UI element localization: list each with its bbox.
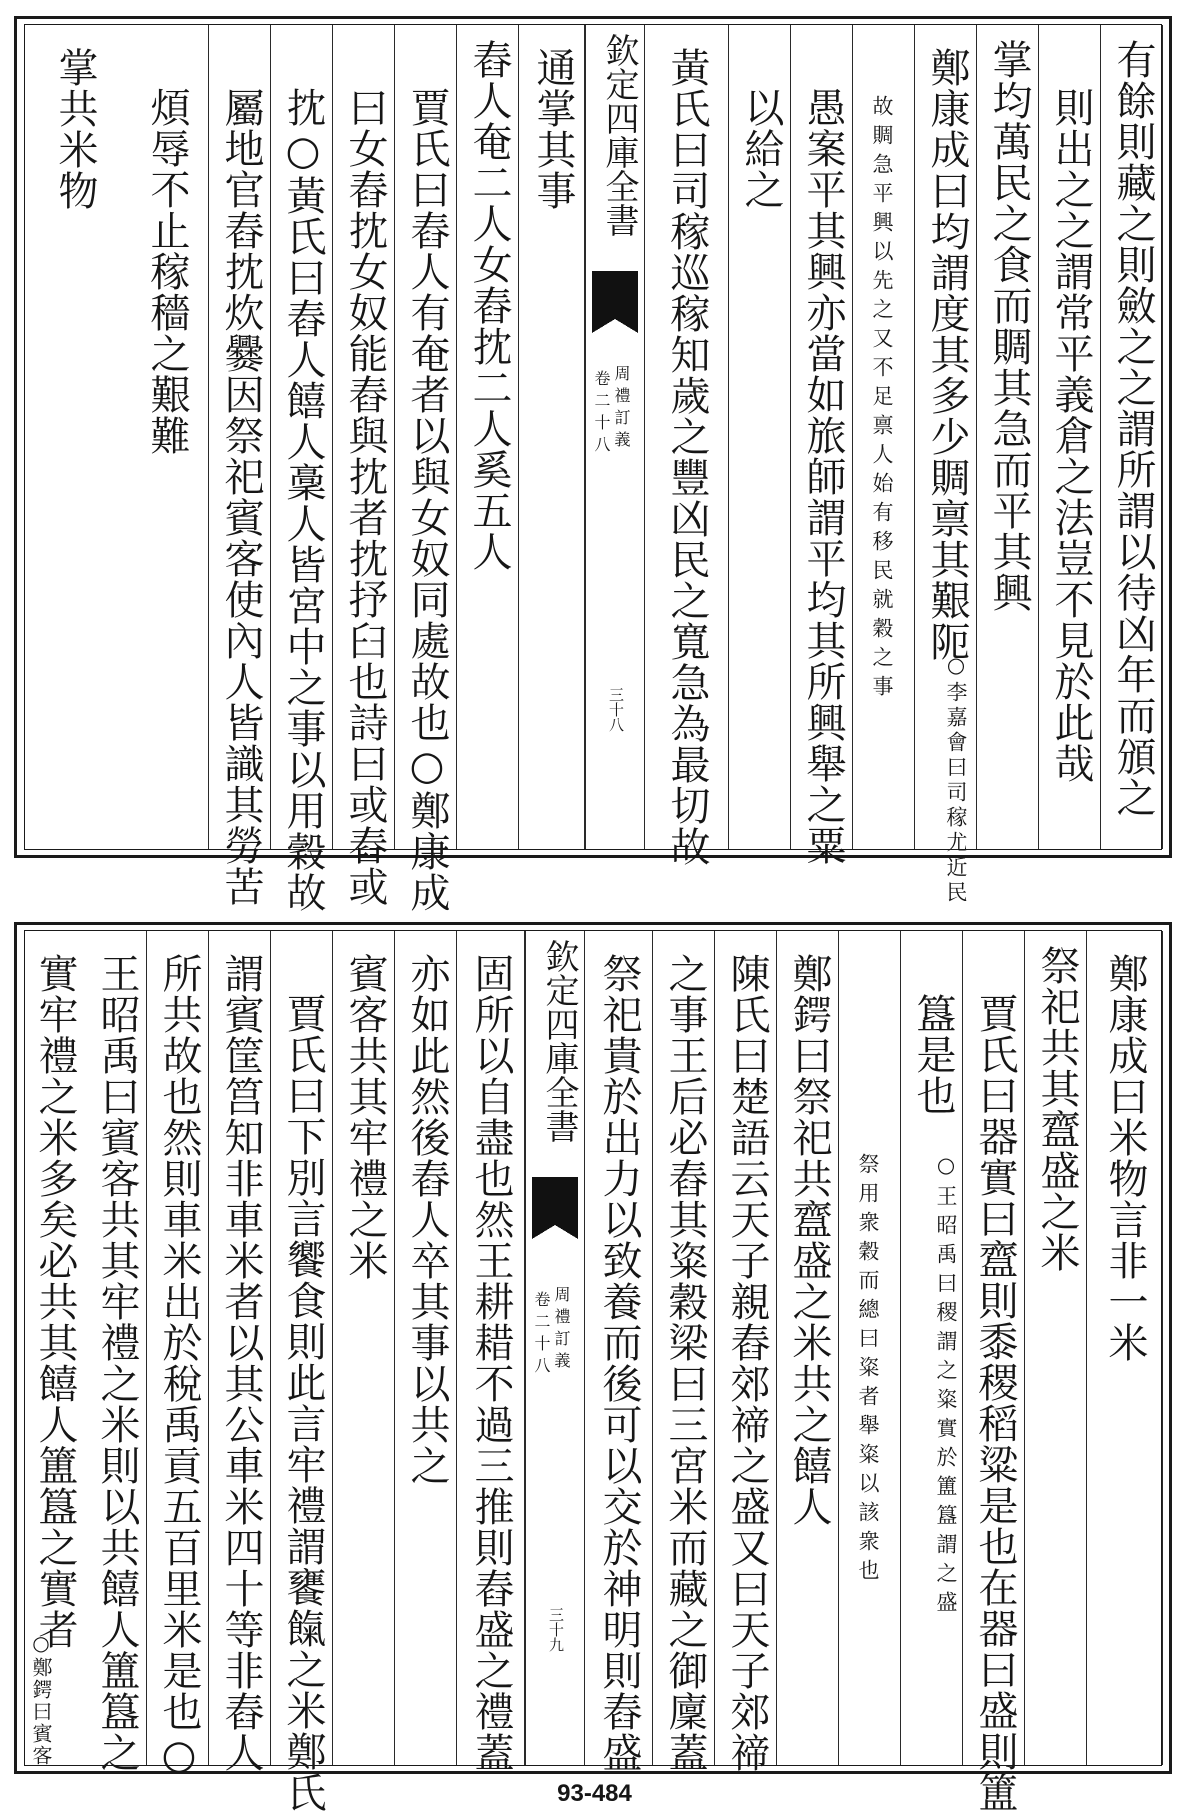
bottom-col-l7 — [85, 931, 147, 1773]
page-number: 93-484 — [557, 1780, 632, 1807]
top-col-l8-text: 掌共米物 — [52, 47, 98, 211]
bottom-col-l3-text: 賓客共其牢禮之米 — [342, 953, 388, 1281]
bottom-col-l2 — [395, 931, 457, 1765]
top-col-r5 — [853, 25, 915, 849]
top-col-l3 — [395, 25, 457, 913]
bottom-spine-fish-tail — [532, 1177, 578, 1225]
top-col-l2-text: 舂人奄二人女舂抌二人奚五人 — [466, 39, 512, 572]
bottom-col-r2 — [1025, 931, 1087, 1765]
top-col-l6-text: 屬地官舂抌炊爨因祭祀賓客使內人皆識其勞苦 — [218, 87, 264, 907]
bottom-col-l4-text: 賈氏曰下別言饗食則此言牢禮謂饔餼之米鄭氏 — [280, 993, 326, 1813]
bottom-col-l2-text: 亦如此然後舂人卒其事以共之 — [404, 953, 450, 1486]
bottom-col-l8 — [25, 931, 85, 1765]
top-col-r4-text: 鄭康成曰均謂度其多少賙禀其艱阨 — [924, 47, 970, 662]
top-col-r8 — [645, 25, 729, 867]
bottom-col-r6 — [777, 931, 839, 1765]
bottom-spine-juan: 卷二十八 — [532, 1291, 551, 1379]
bottom-col-r5 — [839, 931, 901, 1765]
bottom-col-l1-text: 固所以自盡也然王耕耤不過三推則舂盛之禮蓋 — [468, 953, 514, 1773]
bottom-col-r8 — [653, 931, 715, 1773]
top-col-l2 — [457, 25, 519, 849]
bottom-col-l5 — [209, 931, 271, 1773]
top-col-l5-text: 抌○黃氏曰舂人饎人稾人皆宮中之事以用穀故 — [280, 87, 326, 913]
bottom-col-r3-text: 賈氏曰器實曰齍則黍稷稻粱是也在器曰盛則簠 — [972, 993, 1018, 1813]
top-col-l7-text: 煩辱不止稼穡之艱難 — [144, 87, 190, 456]
bottom-col-r9 — [585, 931, 653, 1773]
top-col-l7 — [125, 25, 209, 849]
bottom-col-l4 — [271, 931, 333, 1813]
bottom-col-r4-note: ○王昭禹曰稷謂之粢實於簠簋謂之盛 — [934, 1153, 958, 1620]
top-spine-fish-tail — [592, 271, 638, 319]
bottom-col-r5-note: 祭用衆穀而總曰粢者舉粢以該衆也 — [856, 1153, 880, 1588]
top-col-l6 — [209, 25, 271, 907]
top-col-l4-text: 曰女舂抌女奴能舂與抌者抌抒臼也詩曰或舂或 — [342, 87, 388, 907]
bottom-col-r4 — [901, 931, 963, 1765]
top-col-l1 — [519, 25, 585, 849]
top-col-r8-text: 黃氏曰司稼巡稼知歲之豐凶民之寬急為最切故 — [664, 47, 710, 867]
top-spine-page: 三十八 — [607, 687, 625, 732]
bottom-col-l6-text: 所共故也然則車米出於稅禹貢五百里米是也○ — [156, 953, 202, 1779]
top-col-r2 — [1039, 25, 1101, 849]
top-col-l3-text: 賈氏曰舂人有奄者以與女奴同處故也○鄭康成 — [404, 87, 450, 913]
bottom-spine-title: 欽定四庫全書 — [539, 939, 579, 1143]
bottom-spine-page: 三十九 — [547, 1607, 565, 1652]
top-col-r7-text: 以給之 — [738, 87, 784, 210]
top-col-r6 — [791, 25, 853, 866]
bottom-col-l1 — [457, 931, 525, 1773]
top-col-l4 — [333, 25, 395, 907]
top-spine-volume: 周禮訂義 — [612, 365, 631, 453]
bottom-spine-volume: 周禮訂義 — [552, 1286, 571, 1374]
top-col-r4-note: ○李嘉會曰司稼尤近民 — [944, 653, 968, 906]
bottom-col-r7 — [715, 931, 777, 1773]
bottom-col-l8-text: 實牢禮之米多矣必共其饎人簠簋之實者 — [32, 953, 78, 1650]
bottom-col-r1 — [1087, 931, 1163, 1765]
bottom-col-l5-text: 謂賓筐筥知非車米者以其公車米四十等非舂人 — [218, 953, 264, 1773]
bottom-col-l7-text: 王昭禹曰賓客共其牢禮之米則以共饎人簠簋之 — [94, 953, 140, 1773]
top-spine-title: 欽定四庫全書 — [599, 33, 639, 237]
top-col-r1 — [1101, 25, 1163, 849]
top-col-l1-text: 通掌其事 — [530, 47, 576, 211]
top-col-r1-text: 有餘則藏之則斂之之謂所謂以待凶年而頒之 — [1110, 39, 1156, 818]
bottom-col-l8-note: ○鄭鍔曰賓客 — [29, 1631, 53, 1767]
bottom-col-r8-text: 之事王后必舂其粢穀梁曰三宮米而藏之御廩蓋 — [662, 953, 708, 1773]
top-col-l8 — [25, 25, 125, 849]
top-col-r3-text: 掌均萬民之食而賙其急而平其興 — [986, 39, 1032, 613]
top-col-r3 — [977, 25, 1039, 849]
top-col-r6-text: 愚案平其興亦當如旅師謂平均其所興舉之粟 — [800, 87, 846, 866]
bottom-spine — [525, 931, 585, 1765]
bottom-col-r3 — [963, 931, 1025, 1813]
bottom-col-r6-text: 鄭鍔曰祭祀共齍盛之米共之饎人 — [786, 953, 832, 1527]
top-col-l5 — [271, 25, 333, 913]
top-col-r5-note: 故賙急平興以先之又不足禀人始有移民就穀之事 — [870, 95, 894, 704]
bottom-col-l6 — [147, 931, 209, 1779]
top-col-r2-text: 則出之之謂常平義倉之法豈不見於此哉 — [1048, 87, 1094, 784]
top-col-r7 — [729, 25, 791, 849]
bottom-col-r2-text: 祭祀共其齍盛之米 — [1034, 945, 1080, 1273]
top-col-r4 — [915, 25, 977, 906]
top-spine-juan: 卷二十八 — [592, 370, 611, 458]
top-spine — [585, 25, 645, 849]
bottom-col-r7-text: 陳氏曰楚語云天子親舂郊禘之盛又曰天子郊禘 — [724, 953, 770, 1773]
top-inner-frame — [24, 24, 1162, 913]
bottom-col-l3 — [333, 931, 395, 1765]
bottom-col-r4-text: 簋是也 — [910, 993, 956, 1116]
bottom-col-r9-text: 祭祀貴於出力以致養而後可以交於神明則舂盛 — [596, 953, 642, 1773]
bottom-col-r1-text: 鄭康成曰米物言非一米 — [1102, 953, 1148, 1363]
